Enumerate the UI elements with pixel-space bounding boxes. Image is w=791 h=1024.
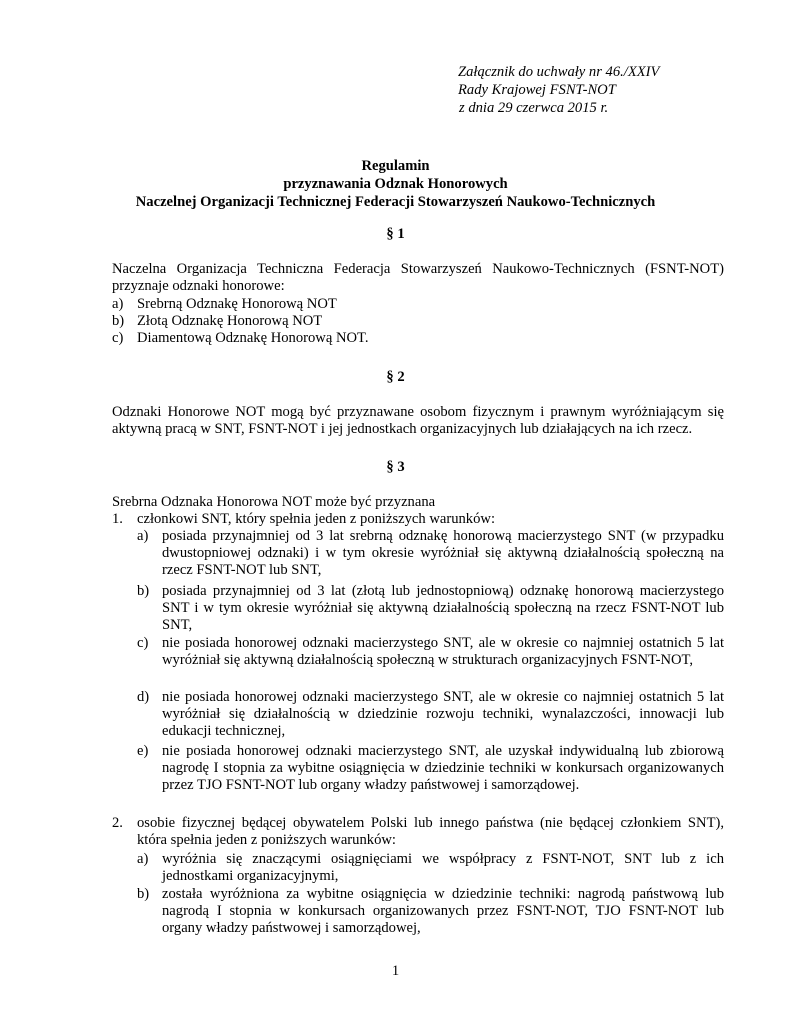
- section-2-text: Odznaki Honorowe NOT mogą być przyznawane osobom fizycznym i prawnym wyróżniającym się aktywną pracą w SNT, FSNT-NOT i jej jednostkach organizacyjnych lub działających na ich rzecz.: [112, 404, 724, 437]
- section-2-sign: § 2: [386, 369, 405, 385]
- point-text: osobie fizycznej będącej obywatelem Polski lub innego państwa (nie będącej członkiem SNT), która spełnia jeden z poniższych warunków:: [137, 815, 724, 848]
- item-label: b): [137, 583, 150, 599]
- point-label: 1.: [112, 511, 123, 527]
- section-1-item-a: [112, 296, 724, 313]
- item-text: nie posiada honorowej odznaki macierzystego SNT, ale w okresie co najmniej ostatnich 5 lat wyróżniał się działalnością w dziedzinie rozwoju techniki, wynalazczości, innowacji lub edukacji technicznej,: [162, 689, 724, 739]
- point-text: członkowi SNT, który spełnia jeden z poniższych warunków:: [137, 511, 495, 527]
- point-label: 2.: [112, 815, 123, 831]
- document-title: [0, 157, 791, 211]
- item-label: a): [112, 296, 124, 312]
- attachment-line-1: Załącznik do uchwały nr 46./XXIV: [458, 64, 660, 80]
- title-line-2: przyznawania Odznak Honorowych: [283, 176, 508, 192]
- page-number: 1: [391, 963, 400, 979]
- item-label: b): [112, 313, 125, 329]
- item-label: a): [137, 528, 149, 544]
- section-3-sign: § 3: [386, 459, 405, 475]
- item-text: Diamentową Odznakę Honorową NOT.: [137, 330, 369, 346]
- item-text: wyróżnia się znaczącymi osiągnięciami we współpracy z FSNT-NOT, SNT lub z ich jednostkami organizacyjnymi,: [162, 851, 724, 884]
- section-1-item-b: [112, 313, 724, 330]
- attachment-note: [458, 63, 659, 117]
- item-text: nie posiada honorowej odznaki macierzystego SNT, ale uzyskał indywidualną lub zbiorową nagrodę I stopnia za wybitne osiągnięcia w dziedzinie techniki w konkursach organizowanych przez TJO FSNT-NOT lub organy władzy państwowej i samorządowej.: [162, 743, 724, 793]
- item-text: Srebrną Odznakę Honorową NOT: [137, 296, 337, 312]
- item-label: d): [137, 689, 150, 705]
- attachment-line-2: Rady Krajowej FSNT-NOT: [458, 82, 616, 98]
- section-3-intro: Srebrna Odznaka Honorowa NOT może być przyznana: [112, 494, 436, 510]
- item-label: b): [137, 886, 150, 902]
- title-line-3: Naczelnej Organizacji Technicznej Federacji Stowarzyszeń Naukowo-Technicznych: [135, 194, 656, 210]
- item-text: została wyróżniona za wybitne osiągnięcia w dziedzinie techniki: nagrodą państwową lub nagrodą I stopnia w konkursach organizowanych przez FSNT-NOT, TJO FSNT-NOT lub organy władzy państwowej i samorządowej,: [162, 886, 724, 936]
- item-label: e): [137, 743, 149, 759]
- item-label: a): [137, 851, 149, 867]
- title-line-1: Regulamin: [361, 158, 430, 174]
- item-label: c): [137, 635, 149, 651]
- section-1-item-c: [112, 330, 724, 347]
- section-1-intro: Naczelna Organizacja Techniczna Federacja Stowarzyszeń Naukowo-Technicznych (FSNT-NOT) przyznaje odznaki honorowe:: [112, 261, 724, 294]
- attachment-line-3: z dnia 29 czerwca 2015 r.: [459, 100, 609, 116]
- item-text: posiada przynajmniej od 3 lat srebrną odznakę honorową macierzystego SNT (w przypadku dwustopniowej odznaki) i w tym okresie wyróżniał się aktywną działalnością społeczną na rzecz FSNT-NOT lub SNT,: [162, 528, 724, 578]
- item-text: Złotą Odznakę Honorową NOT: [137, 313, 323, 329]
- item-text: nie posiada honorowej odznaki macierzystego SNT, ale w okresie co najmniej ostatnich 5 lat wyróżniał się aktywną działalnością społeczną w strukturach organizacyjnych FSNT-NOT,: [162, 635, 724, 668]
- section-1-sign: § 1: [386, 226, 405, 242]
- section-3-point-1: [112, 511, 724, 528]
- item-label: c): [112, 330, 124, 346]
- item-text: posiada przynajmniej od 3 lat (złotą lub jednostopniową) odznakę honorową macierzystego SNT i w tym okresie wyróżniał się aktywną działalnością społeczną na rzecz FSNT-NOT lub SNT,: [162, 583, 724, 633]
